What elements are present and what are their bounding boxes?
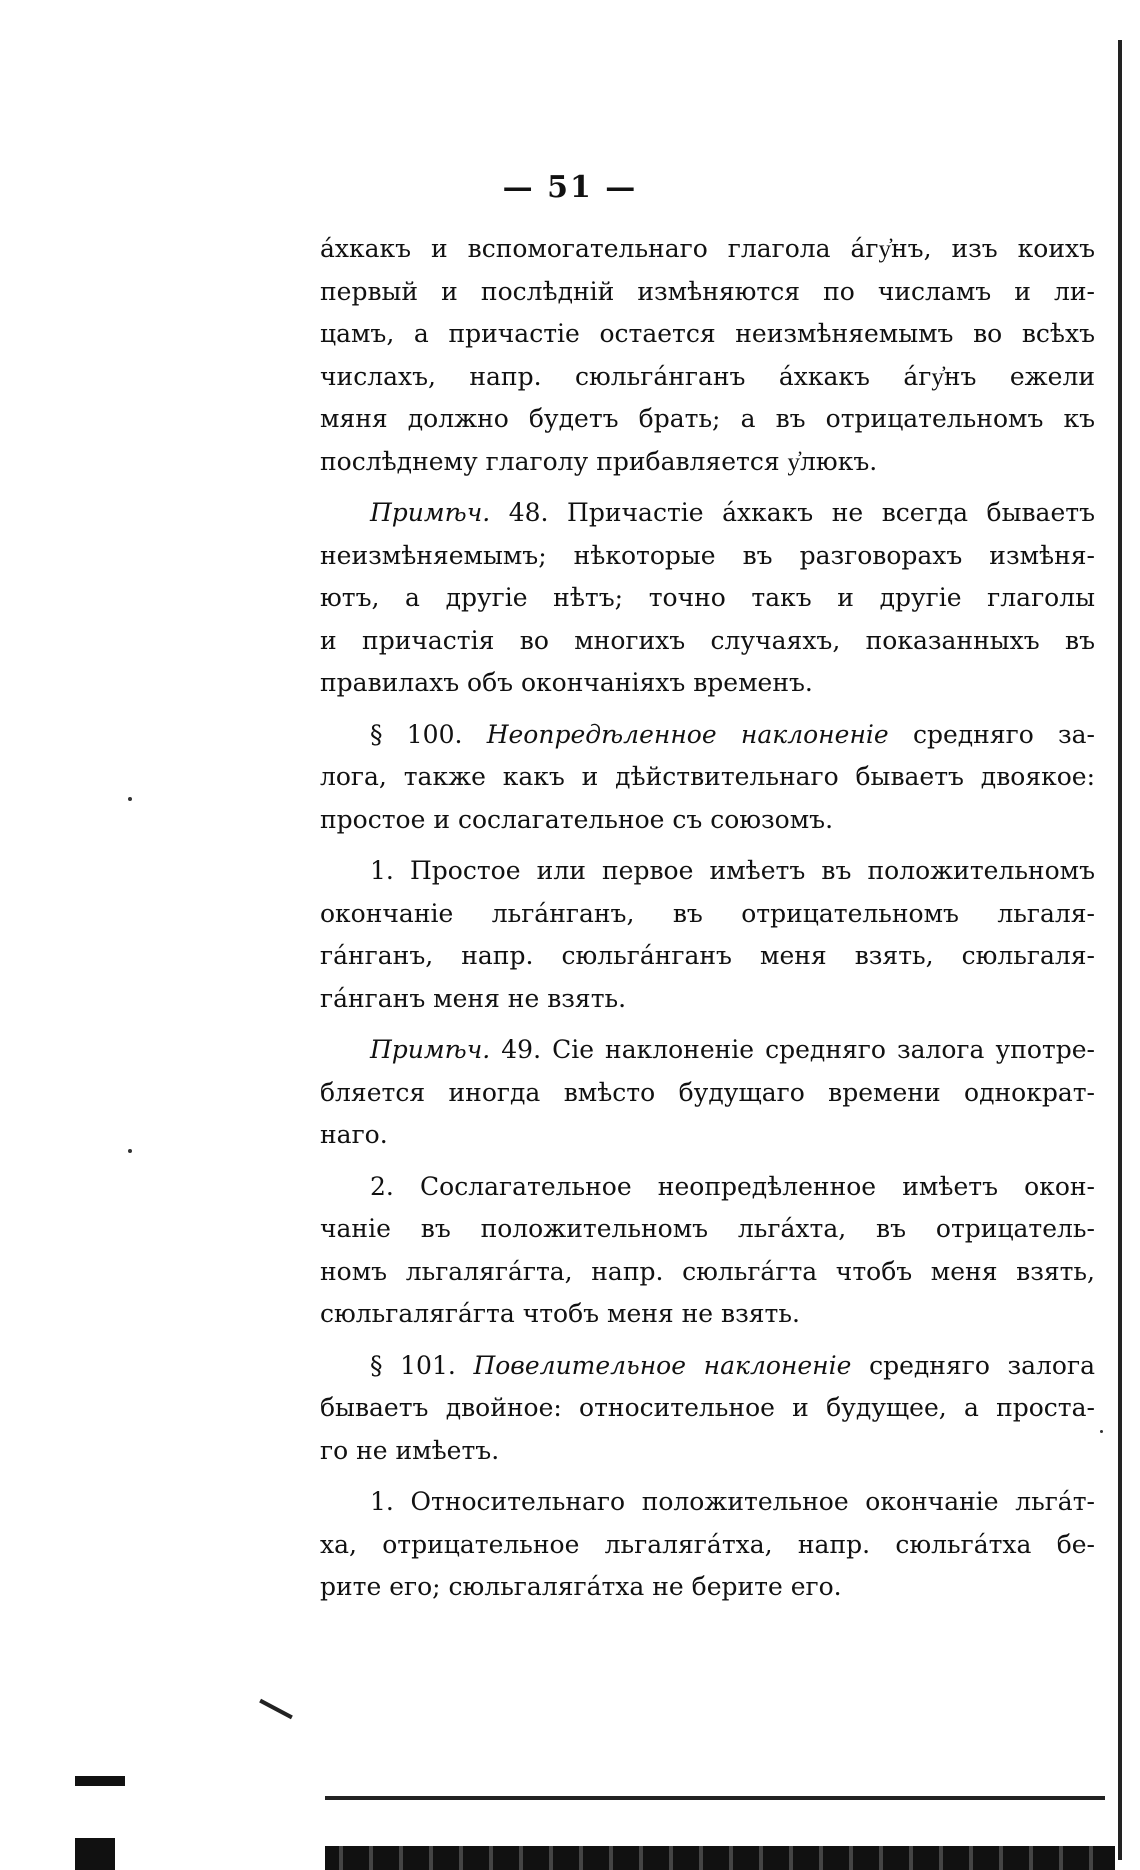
section-number: § 101. — [370, 1350, 456, 1380]
text-line: бываетъ двойное: относительное и будущее, а проста- — [320, 1393, 1095, 1422]
text-line: бляется иногда вмѣсто будущаго времени однократ- — [320, 1077, 1095, 1107]
note-label: Примѣч. — [370, 498, 491, 527]
text-line: гáнганъ, напр. сюльгáнганъ меня взять, сюльгаля- — [320, 941, 1095, 970]
note-label: Примѣч. — [370, 1035, 491, 1064]
text-line: и причастія во многихъ случаяхъ, показанныхъ въ — [320, 625, 1095, 655]
scan-speck — [1100, 1430, 1103, 1433]
text-line — [320, 714, 1095, 757]
scan-speck — [128, 1149, 132, 1153]
text-line: правилахъ объ окончаніяхъ временъ. — [320, 668, 813, 697]
section-heading: Повелительное наклоненіе — [473, 1350, 852, 1380]
text-line: гáнганъ меня не взять. — [320, 983, 627, 1013]
rule-1-simple — [320, 850, 1095, 1020]
text-line: неизмѣняемымъ; нѣкоторые въ разговорахъ измѣня- — [320, 540, 1095, 570]
text-line: окончаніе льгáнганъ, въ отрицательномъ льгаля- — [320, 898, 1095, 928]
scan-scratch — [259, 1699, 293, 1719]
scan-edge-mark — [75, 1776, 125, 1786]
text-line: наго. — [320, 1120, 388, 1149]
text-line: ютъ, а другіе нѣтъ; точно такъ и другіе глаголы — [320, 583, 1095, 612]
right-margin-rule — [1118, 40, 1122, 1860]
scan-edge-rule — [325, 1796, 1105, 1800]
text-line: номъ льгалягáгта, напр. сюльгáгта чтобъ меня взять, — [320, 1256, 1095, 1286]
text-line: 2. Сослагательное неопредѣленное имѣетъ окон- — [370, 1171, 1095, 1201]
text-line: простое и сослагательное съ союзомъ. — [320, 804, 834, 834]
text-line: 1. Простое или первое имѣетъ въ положительномъ — [370, 856, 1095, 885]
text-line: первый и послѣдній измѣняются по числамъ и ли- — [320, 276, 1095, 306]
text-line: мяня должно будетъ брать; а въ отрицательномъ къ — [320, 404, 1095, 433]
note-text: 49. Сіе наклоненіе средняго залога употре- — [490, 1035, 1095, 1064]
text-line: áхкакъ и вспомогательнаго глагола áгу҆нъ, изъ коихъ — [320, 234, 1095, 263]
section-101 — [320, 1345, 1095, 1473]
section-number: § 100. — [370, 719, 463, 749]
scan-edge-mark — [75, 1838, 115, 1870]
text-line: го не имѣетъ. — [320, 1435, 500, 1465]
body-text — [320, 228, 1095, 1618]
section-heading: Неопредѣленное наклоненіе — [486, 719, 889, 749]
scan-speck — [128, 797, 132, 801]
note-48 — [320, 492, 1095, 705]
text-line: числахъ, напр. сюльгáнганъ áхкакъ áгу҆нъ ежели — [320, 361, 1095, 391]
text-line: сюльгалягáгта чтобъ меня не взять. — [320, 1299, 800, 1328]
section-text: средняго залога — [851, 1350, 1095, 1380]
section-text: средняго за- — [888, 719, 1095, 749]
text-line — [320, 1029, 1095, 1072]
section-100 — [320, 714, 1095, 842]
text-line: чаніе въ положительномъ льгáхта, въ отрицатель- — [320, 1214, 1095, 1243]
text-line: лога, также какъ и дѣйствительнаго бываетъ двоякое: — [320, 762, 1095, 791]
page-number: — 51 — — [502, 170, 638, 205]
rule-2-subjunctive — [320, 1166, 1095, 1336]
paragraph-1 — [320, 228, 1095, 483]
note-text: 48. Причастіе áхкакъ не всегда бываетъ — [490, 498, 1095, 527]
text-line: 1. Относительнаго положительное окончаніе льгáт- — [370, 1487, 1095, 1516]
text-line: рите его; сюльгалягáтха не берите его. — [320, 1572, 842, 1601]
text-line: ха, отрицательное льгалягáтха, напр. сюльгáтха бе- — [320, 1529, 1095, 1559]
text-line — [320, 1345, 1095, 1388]
note-49 — [320, 1029, 1095, 1157]
text-line: цамъ, а причастіе остается неизмѣняемымъ во всѣхъ — [320, 319, 1095, 348]
rule-1-relative — [320, 1481, 1095, 1609]
text-line: послѣднему глаголу прибавляется у҆люкъ. — [320, 446, 878, 476]
text-line — [320, 492, 1095, 535]
scan-edge-strip — [325, 1846, 1115, 1870]
